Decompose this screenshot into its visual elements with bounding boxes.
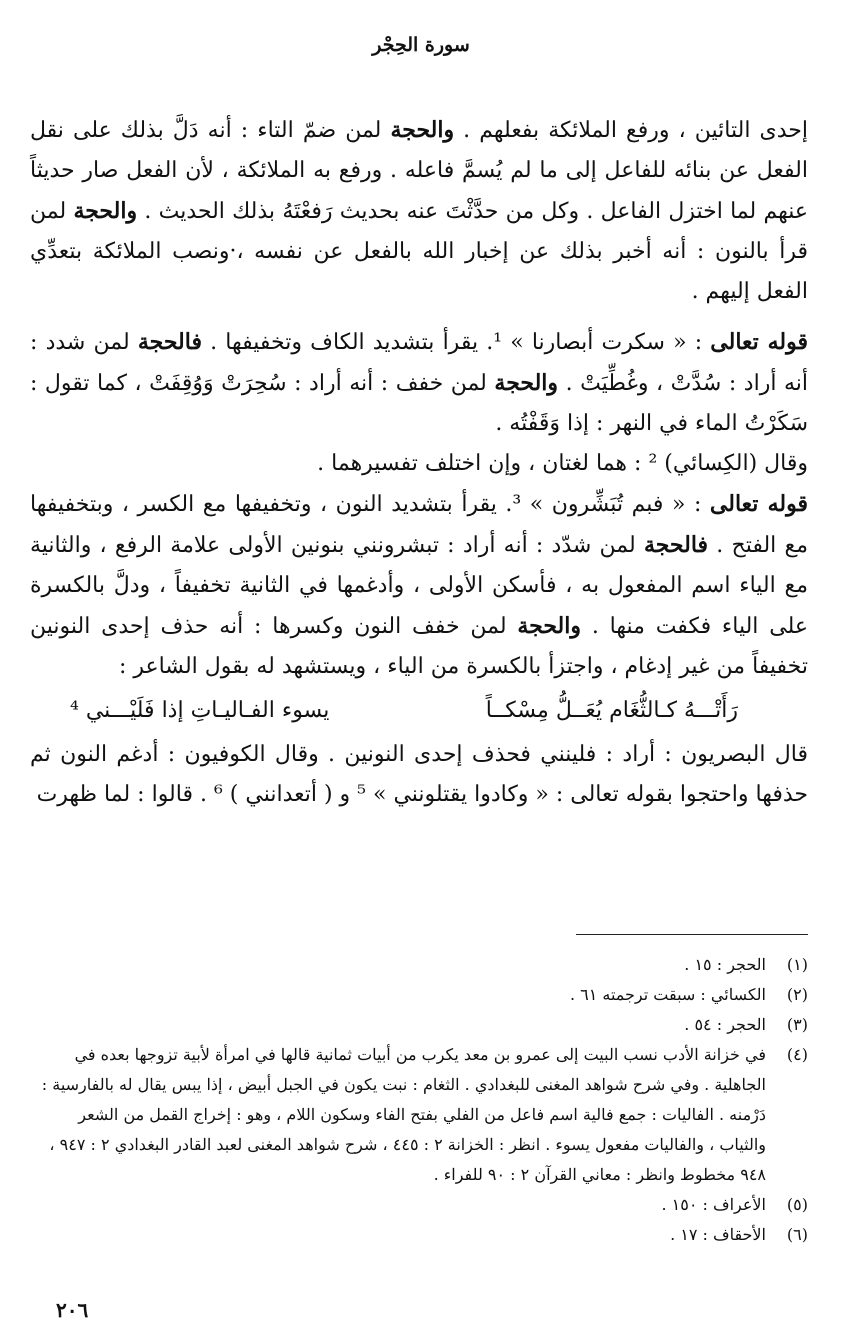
paragraph-2: [30, 322, 808, 444]
page-number: ٢٠٦: [56, 1298, 89, 1322]
footnote-text: الأحقاف : ١٧ .: [670, 1225, 766, 1244]
poetry-verse: [30, 691, 808, 731]
footnote-item: [30, 1040, 808, 1190]
footnote-item: [30, 950, 808, 980]
text-run: لمن خفف : أنه أراد : سُحِرَتْ وَوُقِفَتْ ، كما تقول : سَكَرْتُ الماء في النهر : إذا وَقَفْتُه .: [30, 371, 808, 436]
text-run: لمن خفف النون وكسرها : أنه حذف إحدى النونين تخفيفاً من غير إدغام ، واجتزأ بالكسرة من الياء ، ويستشهد له بقول الشاعر :: [30, 614, 808, 679]
page-title: سورة الحِجْر: [372, 34, 470, 56]
bold-term: فالحجة: [643, 532, 709, 558]
footnote-number: (٥): [786, 1195, 808, 1214]
text-run: إحدى التائين ، ورفع الملائكة بفعلهم .: [454, 118, 809, 143]
footnote-number: (٣): [786, 1015, 808, 1034]
footnote-item: [30, 1010, 808, 1040]
footnote-text: في خزانة الأدب نسب البيت إلى عمرو بن معد يكرب من أبيات ثمانية قالها في امرأة لأبية تزوجها بعده في الجاهلية . وفي شرح شواهد المغنى للبغدادي . الثغام : نبت يكون في الجبل أبيض ، إذا يبس يقال له بالفارسية : دَرْمنه . الفاليات : جمع فالية اسم فاعل من الفلي بفتح الفاء وسكون اللام ، وهو : إخراج القمل من الشعر والثياب ، والفاليات مفعول يسوء . انظر : الخزانة ٢ : ٤٤٥ ، شرح شواهد المغنى لعبد القادر البغدادي ٢ : ٩٤٧ ، ٩٤٨ مخطوط وانظر : معاني القرآن ٢ : ٩٠ للفراء .: [41, 1045, 766, 1184]
bold-term: والحجة: [517, 613, 581, 639]
bold-term: والحجة: [390, 117, 455, 143]
footnote-text: الأعراف : ١٥٠ .: [661, 1195, 766, 1214]
text-run: لمن شدد : أنه أراد : سُدَّتْ ، وغُطِّيَتْ .: [30, 330, 808, 396]
text-run: لمن ضمّ التاء : أنه دَلَّ بذلك على نقل الفعل عن بنائه للفاعل إلى ما لم يُسمَّ فاعله . ورفع به الملائكة ، لأن الفعل صار حديثاً عنهم لما اختزل الفاعل . وكل من حدَّثْتَ عنه بحديث رَفعْتَهُ بذلك الحديث .: [30, 118, 808, 224]
paragraph-4: [30, 484, 808, 687]
text-run: لمن قرأ بالنون : أنه أخبر بذلك عن إخبار الله بالفعل عن نفسه ،·ونصب الملائكة بتعدِّي الفعل إليهم .: [30, 199, 808, 304]
bold-term: والحجة: [73, 198, 138, 224]
footnote-text: الحجر : ٥٤ .: [684, 1015, 766, 1034]
footnotes: [30, 950, 808, 1250]
footnote-item: [30, 980, 808, 1010]
verse-first-hemistich: رَأَتْـــهُ كـالثُّغَام يُعَــلُّ مِسْكــاً: [485, 698, 738, 723]
footnote-text: الحجر : ١٥ .: [684, 955, 766, 974]
footnote-number: (٤): [786, 1045, 808, 1064]
bold-term: فالحجة: [137, 329, 202, 355]
footnote-item: [30, 1220, 808, 1250]
footnote-divider: [576, 934, 808, 935]
paragraph-3: وقال (الكِسائي) ² : هما لغتان ، وإن اختلف تفسيرهما .: [317, 451, 808, 476]
footnote-item: [30, 1190, 808, 1220]
footnote-number: (٢): [786, 985, 808, 1004]
text-run: : « سكرت أبصارنا » ¹. يقرأ بتشديد الكاف وتخفيفها .: [201, 330, 711, 355]
main-text: [30, 110, 808, 815]
verse-second-hemistich: يسوء الفـاليـاتِ إذا فَلَيْـــني ⁴: [70, 698, 330, 723]
paragraph-1: [30, 110, 808, 312]
text-run: لمن شدّد : أنه أراد : تبشرونني بنونين الأولى علامة الرفع ، والثانية مع الياء اسم المفعول به ، فأسكن الأولى ، وأدغمها في الثانية تخفيفاً ، ودلَّ بالكسرة على الياء فكفت منها .: [30, 533, 808, 639]
bold-term: والحجة: [494, 370, 559, 396]
paragraph-gap: [30, 312, 808, 322]
footnote-number: (١): [786, 955, 808, 974]
bold-term: قوله تعالى: [710, 329, 808, 355]
text-run: : « فبم تُبَشِّرون » ³. يقرأ بتشديد النون ، وتخفيفها مع الكسر ، وبتخفيفها مع الفتح .: [30, 492, 808, 558]
footnote-number: (٦): [786, 1225, 808, 1244]
bold-term: قوله تعالى: [709, 491, 808, 517]
paragraph-5: قال البصريون : أراد : فلينني فحذف إحدى النونين . وقال الكوفيون : أدغم النون ثم حذفها واحتجوا بقوله تعالى : « وكادوا يقتلونني » ⁵ و ( أتعدانني ) ⁶ . قالوا : لما ظهرت: [30, 742, 808, 807]
footnote-text: الكسائي : سبقت ترجمته ٦١ .: [569, 985, 766, 1004]
